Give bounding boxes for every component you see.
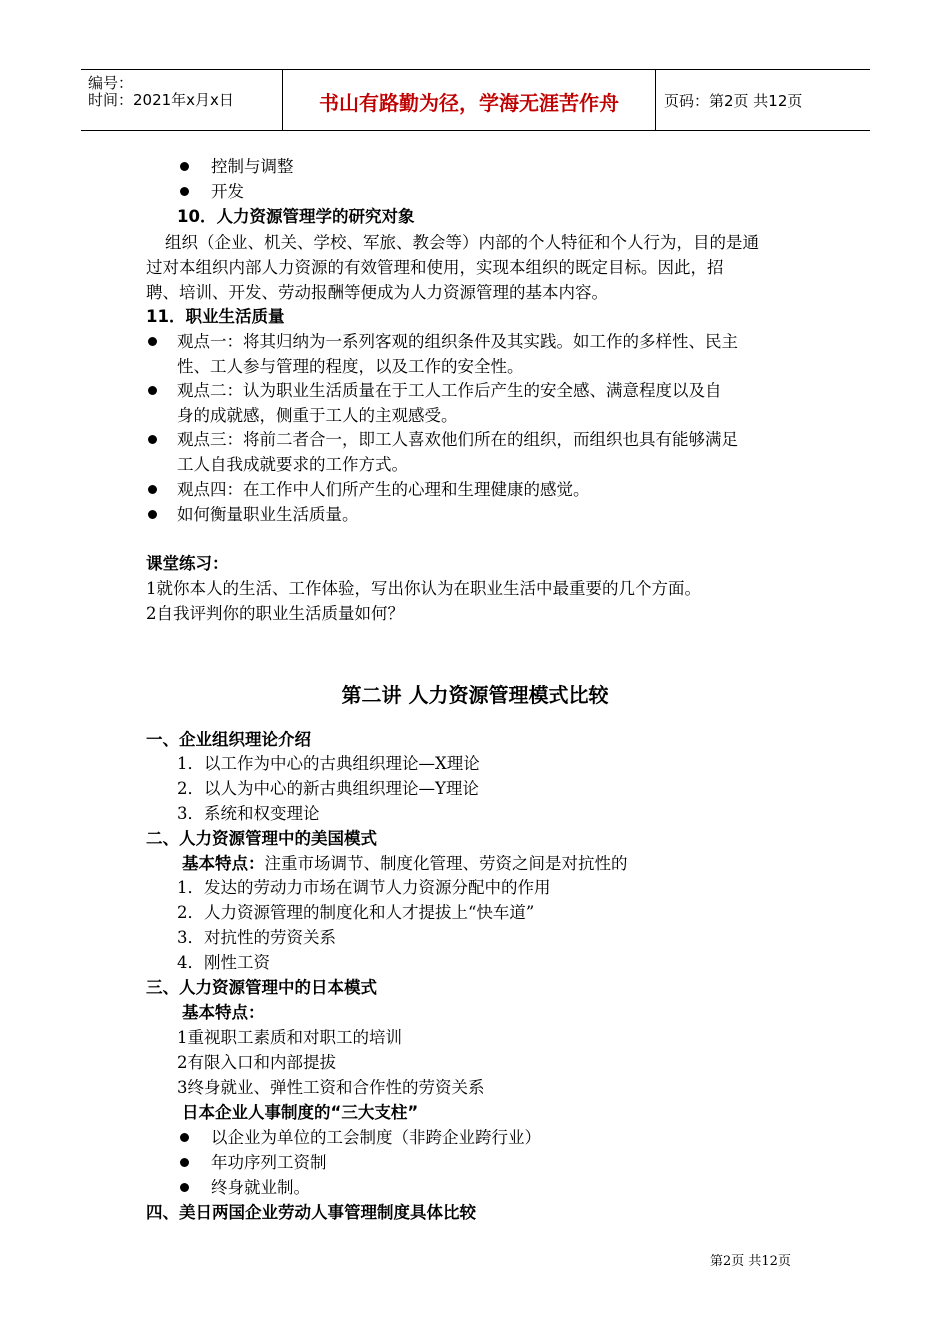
part-heading: 三、人力资源管理中的日本模式 (146, 978, 377, 997)
paragraph-line: 组织（企业、机关、学校、军旅、教会等）内部的个人特征和个人行为，目的是通 (165, 233, 759, 252)
section-heading: 11．职业生活质量 (146, 307, 285, 326)
list-item: 观点二：认为职业生活质量在于工人工作后产生的安全感、满意程度以及自 (177, 381, 722, 400)
bullet-icon (148, 510, 157, 519)
pillars-heading: 日本企业人事制度的“三大支柱” (182, 1103, 419, 1122)
list-item: 如何衡量职业生活质量。 (177, 505, 359, 524)
motto: 书山有路勤为径，学海无涯苦作舟 (319, 91, 619, 115)
bullet-icon (180, 162, 189, 171)
part-heading: 二、人力资源管理中的美国模式 (146, 829, 377, 848)
header-meta-cell (81, 70, 282, 130)
bullet-icon (180, 1183, 189, 1192)
list-item: 3．对抗性的劳资关系 (177, 928, 336, 947)
list-item-cont: 工人自我成就要求的工作方式。 (177, 455, 408, 474)
feature-line (182, 854, 628, 874)
bullet-icon (148, 435, 157, 444)
exercise-heading: 课堂练习： (146, 554, 229, 573)
list-item: 1．以工作为中心的古典组织理论—X理论 (177, 754, 480, 773)
exercise-question: 1就你本人的生活、工作体验，写出你认为在职业生活中最重要的几个方面。 (146, 579, 701, 598)
code-label: 编号： (88, 74, 134, 92)
feature-text: 注重市场调节、制度化管理、劳资之间是对抗性的 (264, 854, 628, 873)
bullet-icon (148, 337, 157, 346)
bullet-icon (180, 187, 189, 196)
list-item: 终身就业制。 (211, 1178, 310, 1197)
page-info: 页码：第2页 共12页 (664, 92, 803, 110)
bullet-icon (180, 1158, 189, 1167)
list-item: 1重视职工素质和对职工的培训 (177, 1028, 402, 1047)
part-heading: 四、美日两国企业劳动人事管理制度具体比较 (146, 1203, 476, 1222)
list-item: 2．人力资源管理的制度化和人才提拔上“快车道” (177, 903, 535, 922)
time-label: 时间：2021年x月x日 (88, 91, 234, 109)
part-heading: 一、企业组织理论介绍 (146, 730, 311, 749)
paragraph-line: 聘、培训、开发、劳动报酬等便成为人力资源管理的基本内容。 (146, 283, 608, 302)
bullet-icon (148, 485, 157, 494)
header-page-cell (656, 70, 870, 130)
list-item: 开发 (211, 182, 244, 201)
list-item: 观点四：在工作中人们所产生的心理和生理健康的感觉。 (177, 480, 590, 499)
list-item-cont: 性、工人参与管理的程度，以及工作的安全性。 (177, 357, 524, 376)
lecture-title: 第二讲 人力资源管理模式比较 (341, 683, 609, 707)
list-item: 控制与调整 (211, 157, 294, 176)
bullet-icon (180, 1133, 189, 1142)
exercise-question: 2自我评判你的职业生活质量如何？ (146, 604, 404, 623)
list-item: 3．系统和权变理论 (177, 804, 320, 823)
feature-label: 基本特点： (182, 854, 265, 873)
list-item: 1．发达的劳动力市场在调节人力资源分配中的作用 (177, 878, 551, 897)
document-header (81, 69, 870, 131)
list-item: 观点一：将其归纳为一系列客观的组织条件及其实践。如工作的多样性、民主 (177, 332, 738, 351)
paragraph-line: 过对本组织内部人力资源的有效管理和使用，实现本组织的既定目标。因此，招 (146, 258, 724, 277)
page-footer: 第2页 共12页 (710, 1254, 791, 1269)
list-item: 2有限入口和内部提拔 (177, 1053, 336, 1072)
list-item: 观点三：将前二者合一，即工人喜欢他们所在的组织，而组织也具有能够满足 (177, 430, 738, 449)
header-motto-cell (282, 70, 656, 130)
list-item: 3终身就业、弹性工资和合作性的劳资关系 (177, 1078, 485, 1097)
list-item: 以企业为单位的工会制度（非跨企业跨行业） (211, 1128, 541, 1147)
feature-label: 基本特点： (182, 1003, 265, 1022)
list-item: 2．以人为中心的新古典组织理论—Y理论 (177, 779, 479, 798)
list-item-cont: 身的成就感，侧重于工人的主观感受。 (177, 406, 458, 425)
section-heading: 10．人力资源管理学的研究对象 (177, 207, 415, 226)
bullet-icon (148, 386, 157, 395)
list-item: 年功序列工资制 (211, 1153, 327, 1172)
list-item: 4．刚性工资 (177, 953, 270, 972)
